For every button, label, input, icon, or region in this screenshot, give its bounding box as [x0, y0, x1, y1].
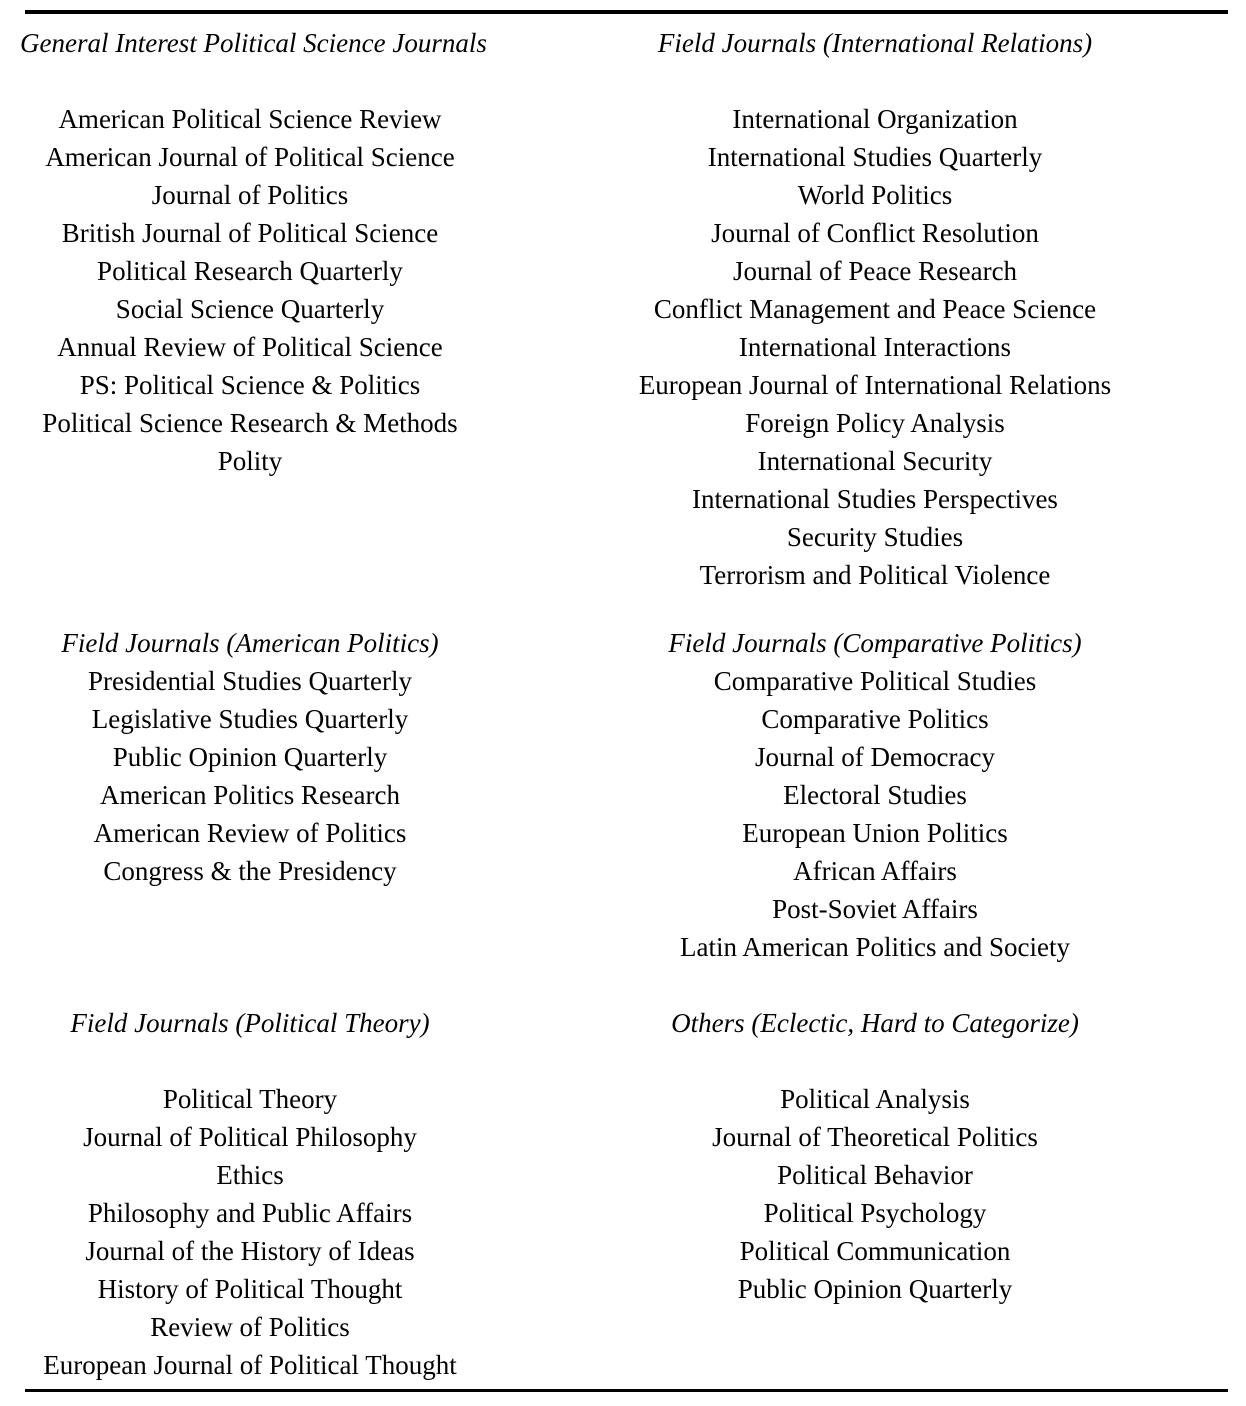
- journal-item: Conflict Management and Peace Science: [653, 294, 1097, 324]
- journal-item: American Journal of Political Science: [45, 142, 455, 172]
- journal-item: International Organization: [732, 104, 1018, 134]
- table-bottom-rule: [25, 1389, 1228, 1392]
- journal-list-international-relations: [615, 100, 1135, 594]
- journal-item: Political Theory: [162, 1084, 338, 1114]
- section-others: [615, 1004, 1135, 1308]
- journal-item: Annual Review of Political Science: [57, 332, 443, 362]
- journal-item: Comparative Political Studies: [713, 666, 1037, 696]
- journal-item: American Political Science Review: [58, 104, 442, 134]
- journal-item: International Studies Perspectives: [692, 484, 1058, 514]
- section-political-theory: [20, 1004, 480, 1384]
- journal-item: Journal of Political Philosophy: [83, 1122, 417, 1152]
- section-header-political-theory: Field Journals (Political Theory): [70, 1008, 430, 1038]
- journal-item: Presidential Studies Quarterly: [88, 666, 412, 696]
- journal-item: Philosophy and Public Affairs: [87, 1198, 413, 1228]
- header-gap: [20, 1042, 480, 1080]
- journal-item: World Politics: [797, 180, 953, 210]
- journal-item: Public Opinion Quarterly: [737, 1274, 1013, 1304]
- journal-list-comparative-politics: [615, 662, 1135, 966]
- journal-item: Journal of Democracy: [755, 742, 995, 772]
- journal-item: Journal of Theoretical Politics: [712, 1122, 1038, 1152]
- journal-item: American Politics Research: [100, 780, 400, 810]
- journal-item: Legislative Studies Quarterly: [91, 704, 409, 734]
- journal-list-american-politics: [20, 662, 480, 890]
- section-header-comparative-politics: Field Journals (Comparative Politics): [668, 628, 1082, 658]
- journal-item: Foreign Policy Analysis: [745, 408, 1005, 438]
- journal-item: Journal of the History of Ideas: [85, 1236, 415, 1266]
- journal-item: History of Political Thought: [97, 1274, 403, 1304]
- journal-list-others: [615, 1080, 1135, 1308]
- journal-item: Polity: [217, 446, 283, 476]
- journal-list-political-theory: [20, 1080, 480, 1384]
- journal-item: Post-Soviet Affairs: [772, 894, 978, 924]
- journal-item: European Union Politics: [742, 818, 1008, 848]
- journal-item: International Studies Quarterly: [707, 142, 1043, 172]
- journal-item: Terrorism and Political Violence: [699, 560, 1051, 590]
- journal-item: International Interactions: [738, 332, 1012, 362]
- header-gap: [615, 1042, 1135, 1080]
- journal-item: Public Opinion Quarterly: [112, 742, 388, 772]
- journal-item: Latin American Politics and Society: [680, 932, 1070, 962]
- section-general-interest: [20, 24, 487, 480]
- journal-item: Journal of Peace Research: [732, 256, 1018, 286]
- section-comparative-politics: [615, 624, 1135, 966]
- journal-item: Political Behavior: [777, 1160, 973, 1190]
- journal-item: American Review of Politics: [93, 818, 407, 848]
- journal-item: European Journal of International Relations: [638, 370, 1112, 400]
- journal-item: Social Science Quarterly: [115, 294, 385, 324]
- journal-item: Comparative Politics: [761, 704, 989, 734]
- journal-item: Journal of Politics: [151, 180, 349, 210]
- section-header-american-politics: Field Journals (American Politics): [61, 628, 439, 658]
- journal-item: International Security: [757, 446, 993, 476]
- section-international-relations: [615, 24, 1135, 594]
- section-header-international-relations: Field Journals (International Relations): [657, 28, 1093, 58]
- journal-item: Political Analysis: [780, 1084, 970, 1114]
- journal-item: Review of Politics: [150, 1312, 350, 1342]
- journal-item: Political Psychology: [763, 1198, 987, 1228]
- journal-item: Political Communication: [739, 1236, 1011, 1266]
- header-gap: [20, 62, 480, 100]
- section-header-others: Others (Eclectic, Hard to Categorize): [671, 1008, 1079, 1038]
- journal-item: Journal of Conflict Resolution: [711, 218, 1039, 248]
- journal-item: Congress & the Presidency: [103, 856, 397, 886]
- journal-item: British Journal of Political Science: [61, 218, 439, 248]
- journal-item: Political Research Quarterly: [97, 256, 403, 286]
- journal-item: Security Studies: [786, 522, 964, 552]
- journal-item: Electoral Studies: [783, 780, 967, 810]
- section-american-politics: [20, 624, 480, 890]
- header-gap: [615, 62, 1135, 100]
- journal-list-general-interest: [20, 100, 480, 480]
- journal-item: Political Science Research & Methods: [42, 408, 458, 438]
- section-header-general-interest: General Interest Political Science Journals: [20, 28, 487, 58]
- journal-item: PS: Political Science & Politics: [79, 370, 421, 400]
- table-top-rule: [25, 10, 1228, 14]
- journal-item: Ethics: [216, 1160, 284, 1190]
- journal-item: African Affairs: [793, 856, 957, 886]
- journal-item: European Journal of Political Thought: [43, 1350, 457, 1380]
